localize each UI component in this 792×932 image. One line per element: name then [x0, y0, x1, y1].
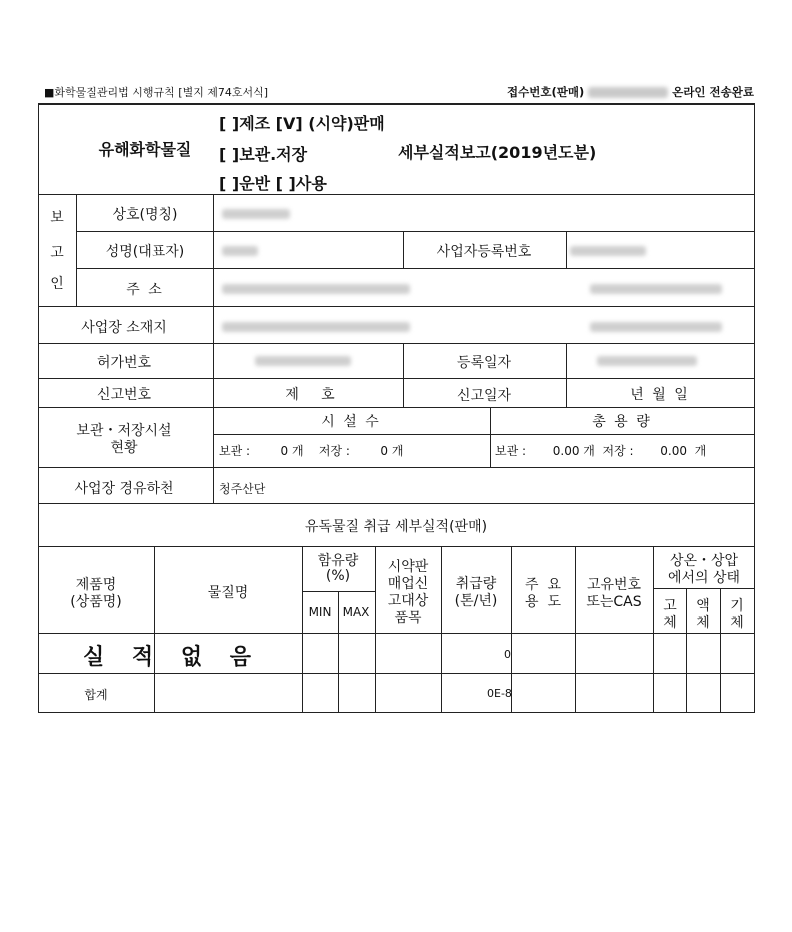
facility-count-values: 보관 : 0 개 저장 : 0 개: [219, 444, 404, 458]
max-header: MAX: [342, 605, 370, 619]
gas-header: 기: [730, 598, 744, 614]
amount-header-unit: (톤/년): [454, 593, 498, 609]
state-header: 상온・상압: [669, 553, 739, 569]
no-records-text: 실 적 없 음: [83, 645, 261, 670]
amount-header: 취급량: [455, 576, 497, 592]
report-date-label: 신고일자: [456, 388, 512, 404]
redacted-site-location: [222, 322, 410, 332]
representative-label: 성명(대표자): [105, 244, 185, 260]
company-name-label: 상호(명칭): [112, 207, 178, 223]
type-checkbox-line-3: [ ]운반 [ ]사용: [219, 174, 327, 193]
redacted-site-location-detail: [590, 322, 722, 332]
total-capacity-values: 보관 : 0.00 개 저장 : 0.00 개: [495, 444, 707, 458]
redacted-receipt-number: [588, 87, 668, 98]
receipt-status: [460, 84, 754, 100]
redacted-company-name: [222, 209, 290, 219]
reagent-header-2: 매업신: [387, 576, 429, 592]
redacted-representative: [222, 246, 258, 256]
substance-name-header: 물질명: [207, 585, 249, 601]
min-header: MIN: [308, 605, 332, 619]
content-header-unit: (%): [325, 568, 351, 584]
facility-count-header: 시 설 수: [321, 414, 381, 430]
reporter-label-char-3: 인: [50, 276, 64, 292]
reagent-header-3: 고대상: [387, 593, 429, 609]
via-river-value: 청주산단: [219, 482, 266, 496]
report-date-value: 년 월 일: [630, 387, 690, 403]
type-checkbox-line-2: [ ]보관.저장: [219, 145, 308, 164]
storage-facility-label: 보관・저장시설: [76, 423, 172, 439]
storage-facility-label-2: 현황: [110, 440, 138, 456]
state-header-2: 에서의 상태: [667, 570, 741, 586]
main-use-header-2: 용 도: [525, 594, 561, 610]
liquid-header: 액: [696, 598, 710, 614]
liquid-header-2: 체: [696, 615, 710, 631]
redacted-permit-number: [255, 356, 351, 366]
report-number-value: 제 호: [285, 387, 335, 403]
reagent-header-1: 시약판: [387, 559, 429, 575]
redacted-register-date: [597, 356, 697, 366]
transmission-status: 온라인 전송완료: [672, 85, 754, 99]
main-use-header: 주 요: [525, 577, 561, 593]
content-header: 함유량: [317, 553, 359, 569]
total-capacity-header: 총 용 량: [592, 414, 652, 430]
address-label: 주 소: [126, 282, 164, 298]
type-checkbox-line-1: [ ]제조 [V] (시약)판매: [219, 114, 385, 133]
substance-type: 유해화학물질: [98, 140, 192, 159]
gas-header-2: 체: [730, 615, 744, 631]
product-name-header: 제품명: [75, 577, 117, 593]
cas-header-2: 또는CAS: [586, 594, 642, 610]
report-title: 세부실적보고(2019년도분): [398, 143, 597, 162]
redacted-address-detail: [590, 284, 722, 294]
reporter-label-char-1: 보: [50, 210, 64, 226]
solid-header: 고: [663, 598, 677, 614]
redacted-address: [222, 284, 410, 294]
permit-number-label: 허가번호: [96, 355, 152, 371]
via-river-label: 사업장 경유하천: [74, 481, 174, 497]
report-number-label: 신고번호: [96, 387, 152, 403]
total-label: 합계: [84, 688, 108, 702]
cas-header: 고유번호: [586, 577, 642, 593]
register-date-label: 등록일자: [456, 355, 512, 371]
total-amount: 0E-8: [487, 687, 512, 700]
site-location-label: 사업장 소재지: [81, 320, 167, 336]
reagent-header-4: 품목: [394, 610, 422, 626]
business-reg-label: 사업자등록번호: [436, 244, 532, 260]
solid-header-2: 체: [663, 615, 677, 631]
product-name-header-2: (상품명): [70, 594, 122, 610]
row-amount: 0: [504, 648, 511, 661]
law-reference: ■화학물질관리법 시행규칙 [별지 제74호서식]: [44, 86, 269, 99]
receipt-number-label: 접수번호(판매): [507, 85, 585, 99]
reporter-label-char-2: 고: [50, 245, 64, 261]
redacted-business-reg-no: [570, 246, 646, 256]
section-title: 유독물질 취급 세부실적(판매): [304, 519, 488, 535]
